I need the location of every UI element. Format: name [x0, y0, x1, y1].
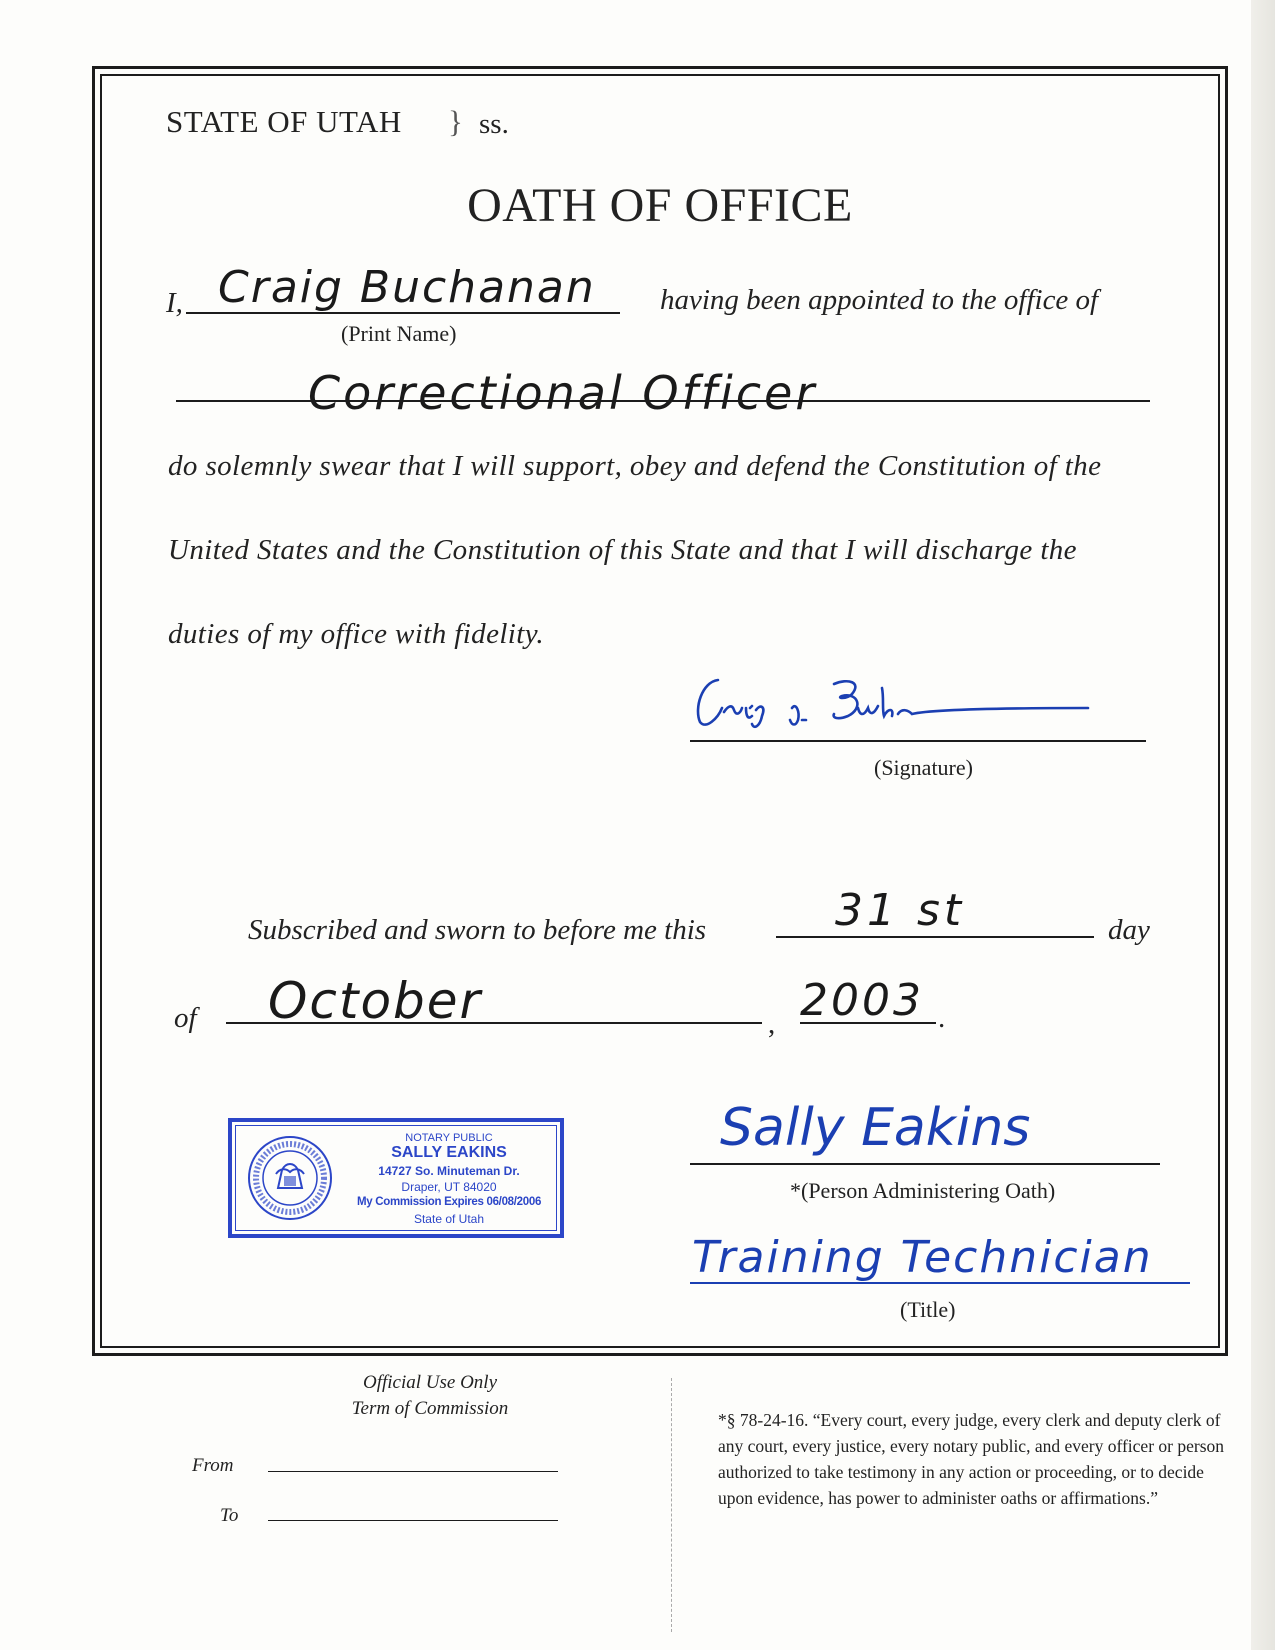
office-value: Correctional Officer	[308, 366, 818, 420]
term-of-commission-heading: Term of Commission	[351, 1398, 509, 1419]
month-value: October	[268, 972, 483, 1030]
year-line	[800, 1022, 936, 1024]
oath-body-line-3: duties of my office with fidelity.	[168, 618, 545, 650]
date-period: .	[938, 1002, 946, 1034]
vertical-divider	[671, 1378, 672, 1632]
year-value: 2003	[800, 975, 924, 1026]
oath-body-line-2: United States and the Constitution of this State and that I will discharge the	[168, 534, 1077, 566]
stamp-line-1: NOTARY PUBLIC	[405, 1132, 493, 1144]
day-label: day	[1108, 914, 1150, 946]
brace-mark: }	[448, 104, 463, 139]
notary-stamp	[228, 1118, 564, 1238]
date-comma: ,	[768, 1008, 776, 1040]
signature-line	[690, 740, 1146, 742]
to-line	[268, 1520, 558, 1521]
document-title: OATH OF OFFICE	[467, 179, 853, 232]
i-label: I,	[166, 287, 183, 319]
title-caption: (Title)	[900, 1297, 956, 1322]
of-label: of	[174, 1002, 197, 1034]
print-name-caption: (Print Name)	[341, 321, 457, 346]
official-use-heading: Official Use Only	[362, 1372, 498, 1393]
statute-note: *§ 78-24-16. “Every court, every judge, every clerk and deputy clerk of any court, every justice, every notary public, and every officer or person authorized to take testimony in any action or proceeding, or to decide upon evidence, has power to administer oaths or affirmations.”	[718, 1410, 1225, 1508]
state-heading: STATE OF UTAH	[166, 104, 402, 139]
page-edge-shadow	[1251, 0, 1275, 1650]
day-value: 31 st	[835, 885, 966, 936]
oath-body-line-1: do solemnly swear that I will support, obey and defend the Constitution of the	[168, 450, 1102, 482]
stamp-line-4: Draper, UT 84020	[401, 1180, 497, 1194]
administrator-signature: Sally Eakins	[720, 1098, 1031, 1158]
office-line	[176, 400, 1150, 402]
print-name-value: Craig Buchanan	[218, 262, 596, 313]
administrator-line	[690, 1163, 1160, 1165]
stamp-line-3: 14727 So. Minuteman Dr.	[378, 1164, 520, 1178]
state-seal-icon	[246, 1134, 334, 1222]
stamp-line-5: My Commission Expires 06/08/2006	[356, 1196, 542, 1208]
signature-caption: (Signature)	[874, 755, 973, 780]
ss-label: ss.	[479, 108, 509, 140]
print-name-line	[186, 312, 620, 314]
subscribed-text: Subscribed and sworn to before me this	[248, 914, 707, 946]
appointed-text: having been appointed to the office of	[660, 284, 1099, 316]
stamp-line-2: SALLY EAKINS	[391, 1144, 507, 1161]
from-label: From	[192, 1455, 234, 1476]
stamp-line-6: State of Utah	[413, 1212, 485, 1226]
title-line	[690, 1282, 1190, 1284]
oath-taker-signature	[688, 668, 1148, 742]
administrator-title-value: Training Technician	[692, 1232, 1153, 1283]
to-label: To	[220, 1505, 239, 1526]
month-line	[226, 1022, 762, 1024]
from-line	[268, 1471, 558, 1472]
day-line	[776, 936, 1094, 938]
administrator-caption: *(Person Administering Oath)	[790, 1178, 1056, 1203]
